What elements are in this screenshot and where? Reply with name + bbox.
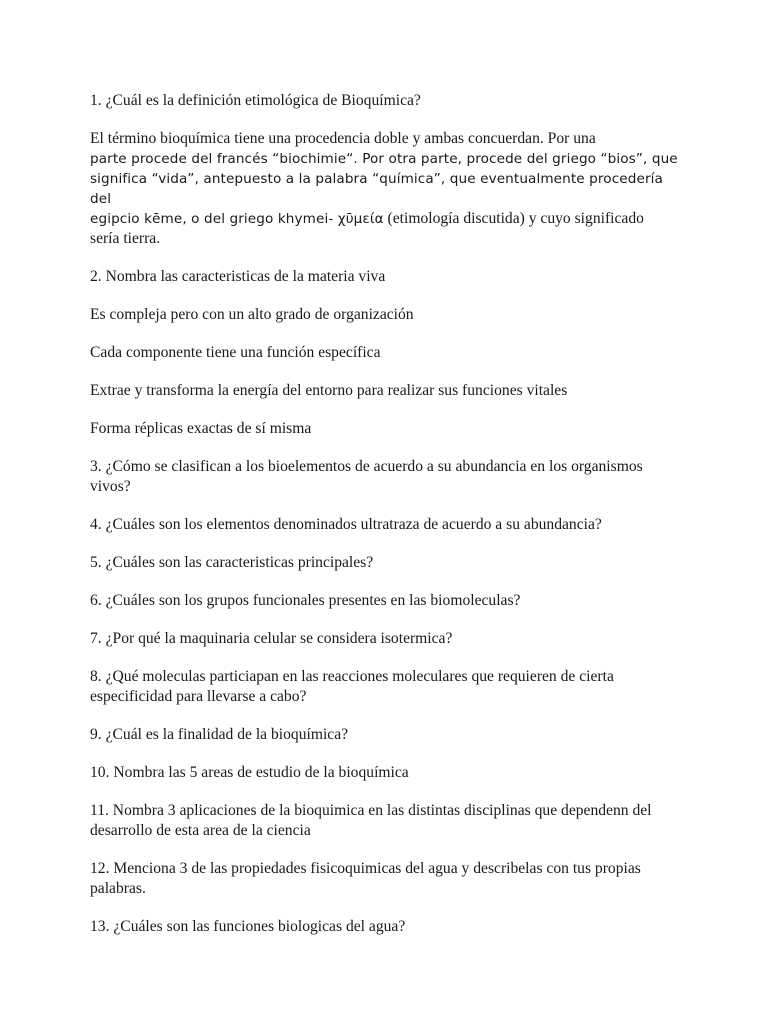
question-6: 6. ¿Cuáles son los grupos funcionales presentes en las biomoleculas? [90,592,521,609]
answer-1 [90,129,680,249]
answer-1-line-4-end: (etimología discutida) y cuyo significado [383,210,644,227]
question-2: 2. Nombra las caracteristicas de la materia viva [90,268,386,285]
question-5: 5. ¿Cuáles son las caracteristicas principales? [90,554,374,571]
question-7: 7. ¿Por qué la maquinaria celular se considera isotermica? [90,630,453,647]
question-8: 8. ¿Qué moleculas particiapan en las reacciones moleculares que requieren de cierta especificidad para llevarse a cabo? [90,668,614,705]
question-12: 12. Menciona 3 de las propiedades fisicoquimicas del agua y describelas con tus propias palabras. [90,860,641,897]
question-4: 4. ¿Cuáles son los elementos denominados ultratraza de acuerdo a su abundancia? [90,516,602,533]
answer-1-line-4-start: egipcio kēme, o del griego khymei- [90,211,338,227]
answer-1-line-2: parte procede del francés “biochimie“. Por otra parte, procede del griego “bios”, que [90,151,678,167]
answer-2-item: Cada componente tiene una función específica [90,344,381,361]
answer-2-item: Forma réplicas exactas de sí misma [90,420,312,437]
answer-2-item: Es compleja pero con un alto grado de organización [90,306,414,323]
question-10: 10. Nombra las 5 areas de estudio de la bioquímica [90,764,409,781]
question-13: 13. ¿Cuáles son las funciones biologicas del agua? [90,918,406,935]
question-1: 1. ¿Cuál es la definición etimológica de Bioquímica? [90,92,421,109]
greek-word: χῡμεία [337,211,384,227]
answer-1-line-3: significa “vida”, antepuesto a la palabra “química”, que eventualmente procedería del [90,171,663,207]
answer-1-line-1: El término bioquímica tiene una procedencia doble y ambas concuerdan. Por una [90,130,596,147]
document-page [90,91,680,955]
answer-1-line-4 [90,209,680,229]
question-11: 11. Nombra 3 aplicaciones de la bioquimica en las distintas disciplinas que dependenn del desarrollo de esta area de la ciencia [90,802,652,839]
question-3: 3. ¿Cómo se clasifican a los bioelementos de acuerdo a su abundancia en los organismos vivos? [90,458,643,495]
answer-2-item: Extrae y transforma la energía del entorno para realizar sus funciones vitales [90,382,568,399]
answer-1-line-5: sería tierra. [90,230,161,247]
question-9: 9. ¿Cuál es la finalidad de la bioquímica? [90,726,349,743]
